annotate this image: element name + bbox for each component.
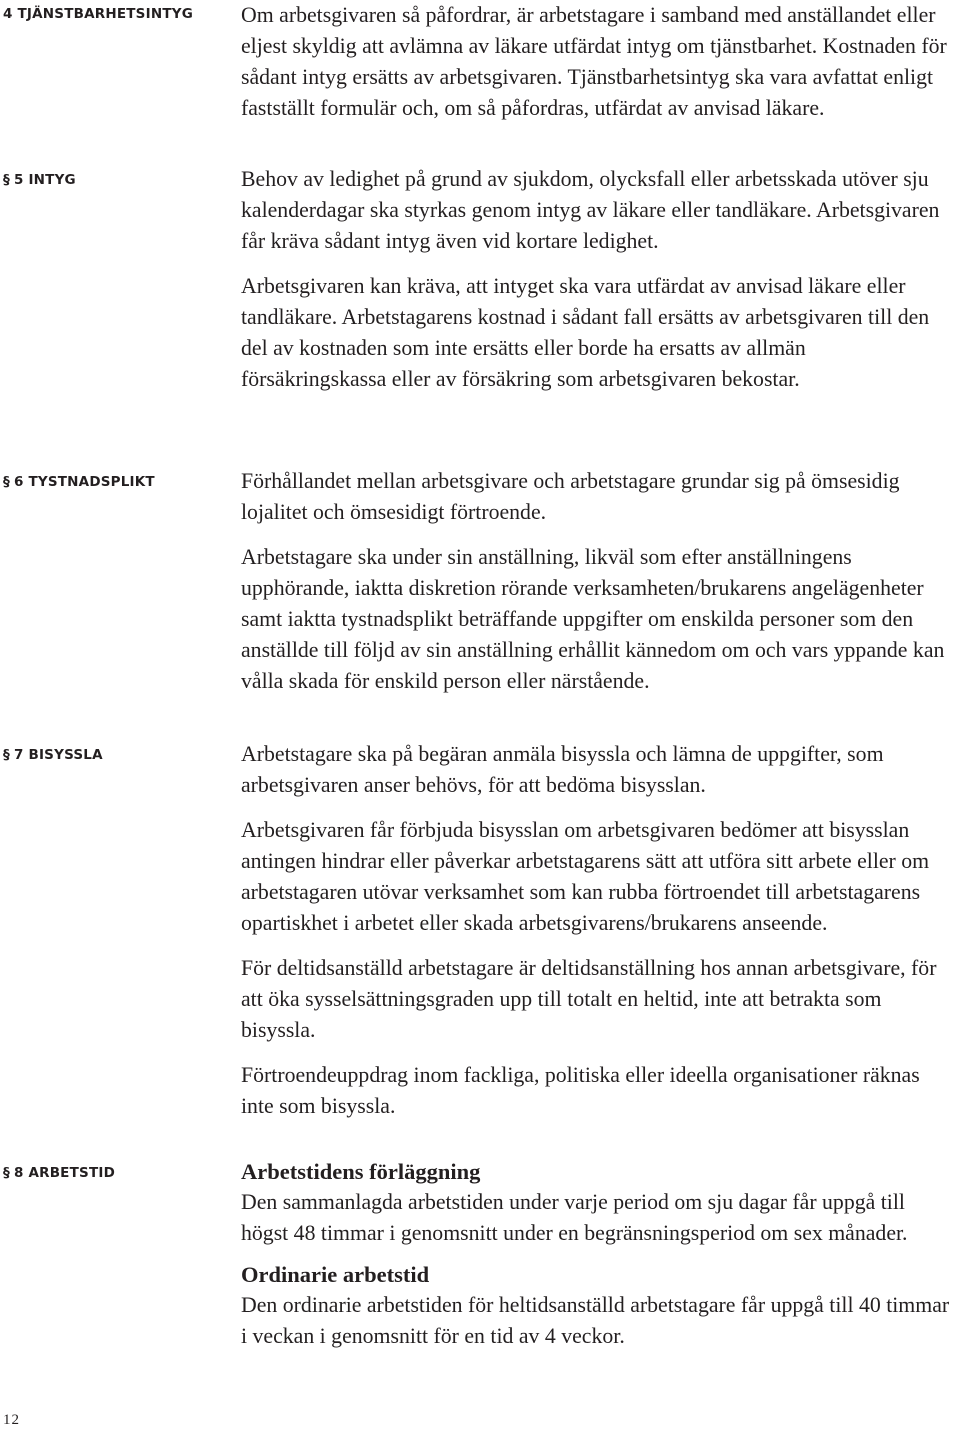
section-heading-7 (3, 743, 233, 767)
section-symbol: § (3, 172, 10, 188)
section-title-6: TYSTNADSPLIKT (28, 474, 155, 490)
section-number-5: 5 (13, 172, 24, 188)
section-symbol: § (3, 474, 10, 490)
subsection-title-arbetstidens-forlaggning: Arbetstidens förläggning (241, 1159, 481, 1184)
section-title-8: ARBETSTID (28, 1165, 115, 1181)
section-number-7: 7 (13, 747, 24, 763)
subsection-title-ordinarie-arbetstid: Ordinarie arbetstid (241, 1262, 430, 1287)
section-4-paragraph-1: Om arbetsgivaren så påfordrar, är arbetstagare i samband med anställandet eller eljest skyldig att avlämna av läkare utfärdat intyg om tjänstbarhet. Kostnaden för sådant intyg ersätts av arbetsgivaren. Tjänstbarhetsintyg ska vara avfattat enligt fastställt formulär och, om så påfordras, utfärdat av anvisad läkare. (241, 3, 947, 120)
section-7-paragraph-1: Arbetstagare ska på begäran anmäla bisyssla och lämna de uppgifter, som arbetsgivaren anser behövs, för att bedöma bisysslan. (241, 742, 884, 797)
section-body-7 (241, 739, 956, 1122)
section-title-7: BISYSSLA (28, 747, 103, 763)
section-5-paragraph-1: Behov av ledighet på grund av sjukdom, olycksfall eller arbetsskada utöver sju kalenderdagar ska styrkas genom intyg av läkare eller tandläkare. Arbetsgivaren får kräva sådant intyg även vid kortare ledighet. (241, 167, 940, 253)
section-body-5 (241, 164, 956, 395)
section-title-5: INTYG (28, 172, 76, 188)
subsection-text-arbetstidens-forlaggning: Den sammanlagda arbetstiden under varje period om sju dagar får uppgå till högst 48 timmar i genomsnitt under en begränsningsperiod om sex månader. (241, 1190, 908, 1245)
section-symbol: § (3, 747, 10, 763)
section-heading-4 (3, 2, 233, 26)
section-5-paragraph-2: Arbetsgivaren kan kräva, att intyget ska vara utfärdat av anvisad läkare eller tandläkare. Arbetstagarens kostnad i sådant fall ersätts av arbetsgivaren till den del av kostnaden som inte ersätts eller borde ha ersatts av allmän försäkringskassa eller av försäkring som arbetsgivaren bekostar. (241, 274, 930, 391)
section-number-6: 6 (13, 474, 24, 490)
section-number-8: 8 (13, 1165, 24, 1181)
section-7-paragraph-4: Förtroendeuppdrag inom fackliga, politiska eller ideella organisationer räknas inte som bisyssla. (241, 1063, 920, 1118)
section-body-8 (241, 1156, 956, 1352)
section-body-6 (241, 466, 956, 697)
section-number-4: 4 (3, 6, 13, 22)
section-7-paragraph-3: För deltidsanställd arbetstagare är deltidsanställning hos annan arbetsgivare, för att öka sysselsättningsgraden upp till totalt en heltid, inte att betrakta som bisyssla. (241, 956, 937, 1042)
section-heading-5 (3, 168, 233, 192)
section-body-4 (241, 0, 956, 124)
section-title-4: TJÄNSTBARHETSINTYG (17, 6, 193, 22)
section-7-paragraph-2: Arbetsgivaren får förbjuda bisysslan om arbetsgivaren bedömer att bisysslan antingen hindrar eller påverkar arbetstagarens sätt att utföra sitt arbete eller om arbetstagaren utövar verksamhet som kan rubba förtroendet till arbetstagarens opartiskhet i arbetet eller skada arbetsgivarens/brukarens anseende. (241, 818, 930, 935)
subsection-text-ordinarie-arbetstid: Den ordinarie arbetstiden för heltidsanställd arbetstagare får uppgå till 40 timmar i veckan i genomsnitt för en tid av 4 veckor. (241, 1293, 950, 1348)
section-heading-6 (3, 470, 233, 494)
page-number: 12 (3, 1412, 20, 1428)
section-symbol: § (3, 1165, 10, 1181)
section-6-paragraph-2: Arbetstagare ska under sin anställning, likväl som efter anställningens upphörande, iaktta diskretion rörande verksamheten/brukarens angelägenheter samt iaktta tystnadsplikt beträffande uppgifter om enskilda personer som den anställde till följd av sin anställning erhållit kännedom om och vars yppande kan vålla skada för enskild person eller närstående. (241, 545, 945, 693)
section-heading-8 (3, 1161, 233, 1185)
section-6-paragraph-1: Förhållandet mellan arbetsgivare och arbetstagare grundar sig på ömsesidig lojalitet och ömsesidigt förtroende. (241, 469, 900, 524)
